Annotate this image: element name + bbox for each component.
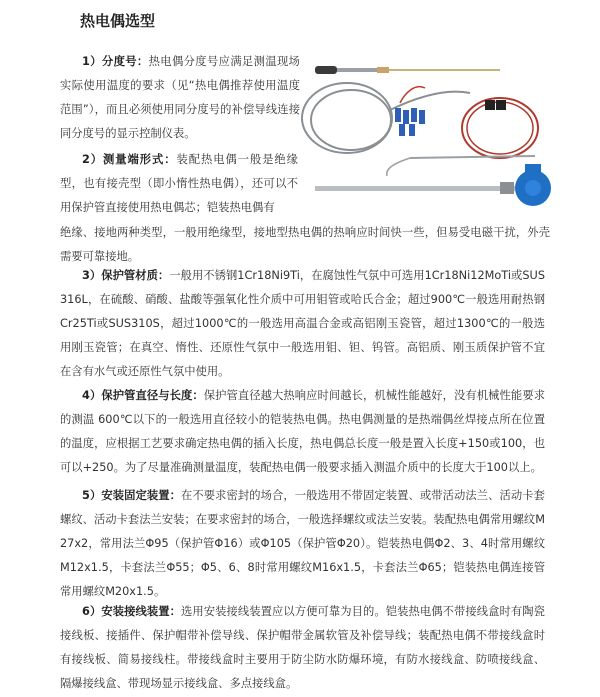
section-body: 选用安装接线装置应以方便可靠为目的。铠装热电偶不带接线盒时有陶瓷接线板、接插件、保护帽带补偿导线、保护帽带金属软管及补偿导线；装配热电偶不带接线盒时有接线板、简易接线柱。带接线盒时主要用于防尘防水防爆环境，有防水接线盒、防喷接线盒、隔爆接线盒、带现场显示接线盒、多点接线盒。 xyxy=(60,605,545,690)
section-body: 装配热电偶一般是绝缘型，也有接壳型（即小惰性热电偶），还可以不用保护管直接使用热电偶芯；铠装热电偶有 xyxy=(60,153,298,214)
section-measuring-end-continued xyxy=(60,221,550,269)
compensation-wire-coil xyxy=(462,98,538,158)
armored-thermocouple-with-handle xyxy=(315,66,500,74)
probe-with-lead xyxy=(387,156,535,176)
section-heading: 4）保护管直径与长度： xyxy=(82,389,204,402)
section-heading: 2）测量端形式： xyxy=(82,153,177,166)
coiled-armored-cable xyxy=(302,83,470,153)
thermocouple-product-photo xyxy=(295,48,565,228)
section-tube-size xyxy=(60,384,545,480)
section-wiring xyxy=(60,600,545,696)
section-body: 绝缘、接地两种类型，一般用绝缘型，接地型热电偶的热响应时间快一些，但易受电磁干扰，外壳需要可靠接地。 xyxy=(60,226,550,263)
section-body: 一般用不锈钢1Cr18Ni9Ti，在腐蚀性气氛中可选用1Cr18Ni12MoTi或SUS316L，在硫酸、硝酸、盐酸等强氧化性介质中可用钼管或哈氏合金；超过900℃一般选用耐热钢Cr25Ti或SUS310S，超过1000℃的一般选用高温合金或高铝刚玉瓷管，超过1300℃的一般选用刚玉瓷管；在真空、惰性、还原性气氛中一般选用钼、钽、钨管。高铝质、刚玉质保护管不宜在含有水气或还原性气氛中使用。 xyxy=(60,269,545,378)
section-heading: 6）安装接线装置： xyxy=(82,605,181,618)
assembled-thermocouple-junction-box xyxy=(315,164,551,206)
page-title: 热电偶选型 xyxy=(80,12,156,30)
section-body: 热电偶分度号应满足测温现场实际使用温度的要求（见“热电偶推荐使用温度范围”），而且必须使用同分度号的补偿导线连接同分度号的显示控制仪表。 xyxy=(60,55,300,140)
section-heading: 5）安装固定装置： xyxy=(82,489,181,502)
section-body: 保护管直径越大热响应时间越长，机械性能越好，没有机械性能要求的测温 600℃以下的一般选用直径较小的铠装热电偶。热电偶测量的是热端偶丝焊接点所在位置的温度，应根据工艺要求确定热电偶的插入长度，热电偶总长度一般是置入长度+150或100，也可以+250。为了尽量准确测量温度，装配热电偶一般要求插入测温介质中的长度大于100以上。 xyxy=(60,389,545,474)
section-body: 在不要求密封的场合，一般选用不带固定装置、或带活动法兰、活动卡套螺纹、活动卡套法兰安装；在要求密封的场合，一般选择螺纹或法兰安装。装配热电偶常用螺纹M27x2，常用法兰Φ95（保护管Φ16）或Φ105（保护管Φ20）。铠装热电偶Φ2、3、4时常用螺纹M12x1.5，卡套法兰Φ55；Φ5、6、8时常用螺纹M16x1.5，卡套法兰Φ65；铠装热电偶连接管常用螺纹M20x1.5。 xyxy=(60,489,545,598)
multi-lead-connectors xyxy=(395,87,425,136)
section-measuring-end xyxy=(60,148,298,220)
section-heading: 3）保护管材质： xyxy=(82,269,170,282)
section-tube-material xyxy=(60,264,545,384)
section-graduation xyxy=(60,50,300,146)
section-mounting xyxy=(60,484,545,604)
section-heading: 1）分度号： xyxy=(82,55,149,68)
